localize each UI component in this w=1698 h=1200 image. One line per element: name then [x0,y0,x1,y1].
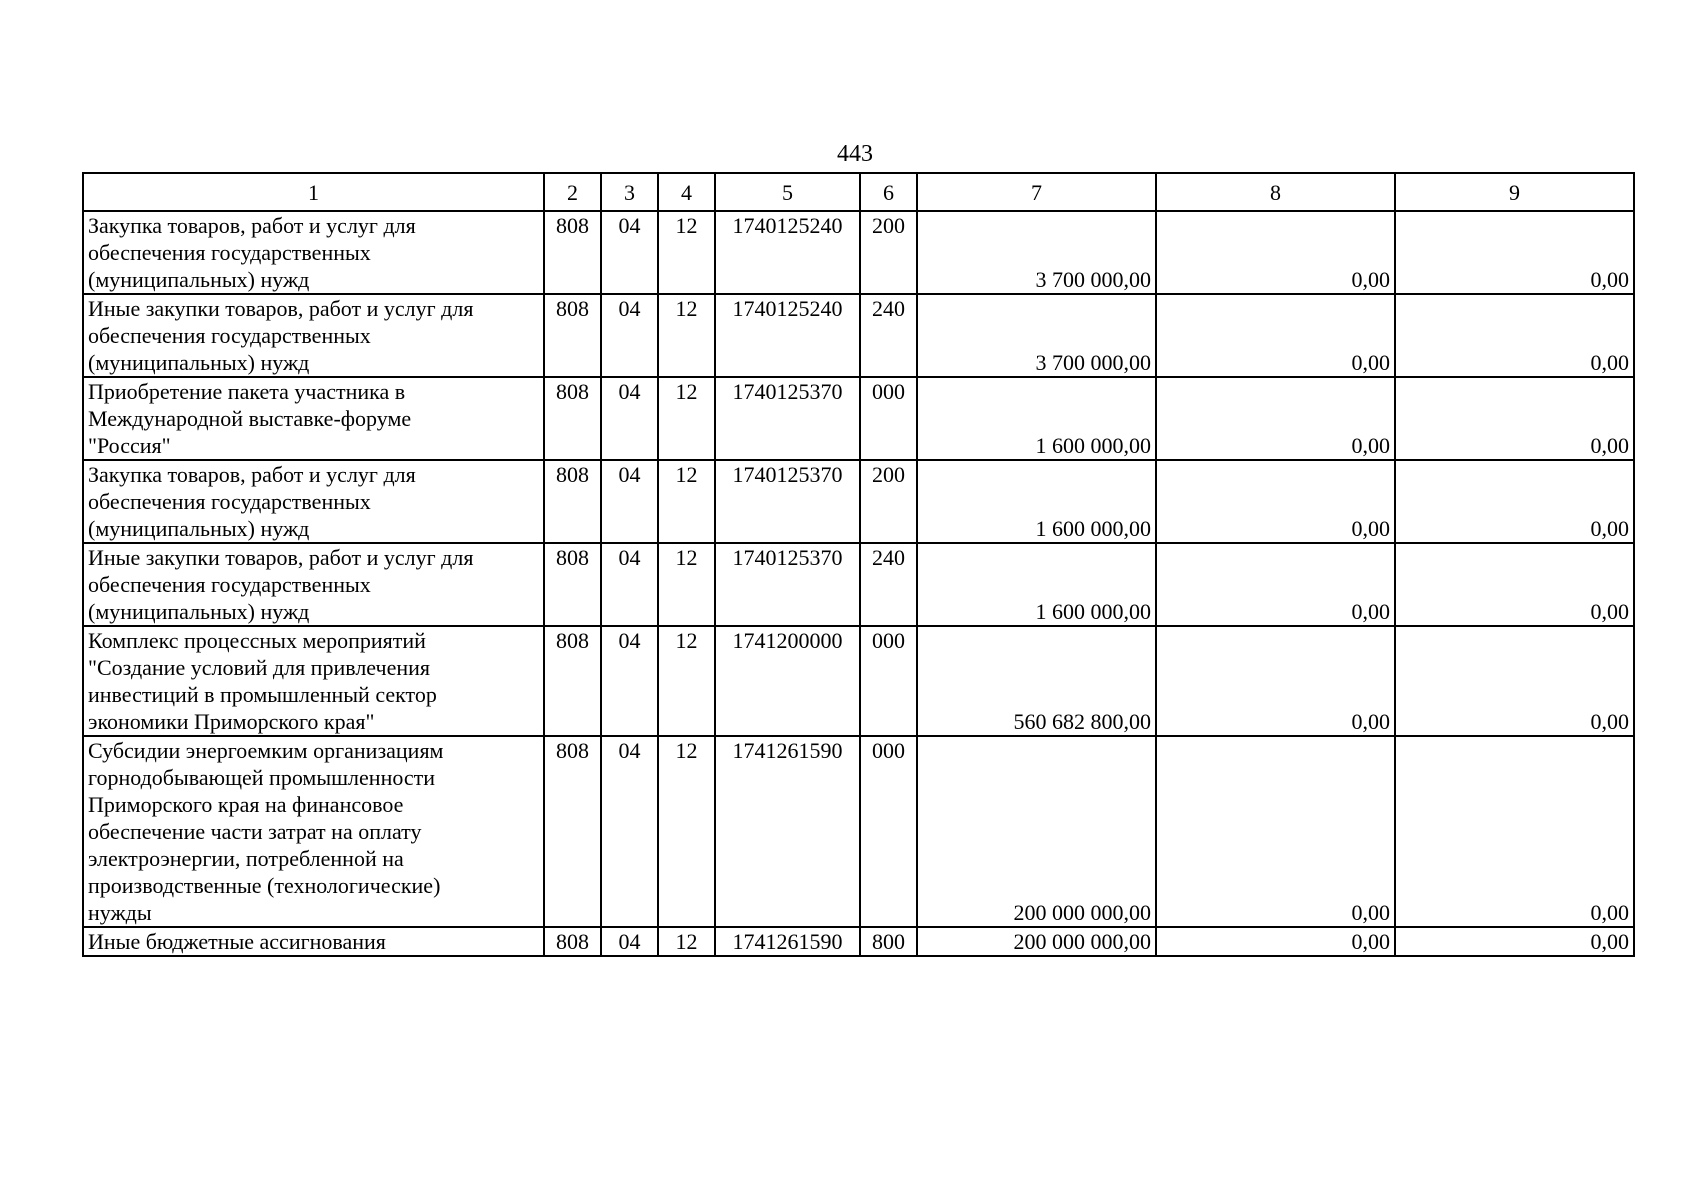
amount-cell-c7: 1 600 000,00 [917,543,1156,626]
table-row [83,377,1634,460]
row-name-line: обеспечения государственных [88,489,371,514]
code-cell-c2: 808 [544,543,601,626]
table-row [83,626,1634,736]
amount-cell-c9: 0,00 [1395,211,1634,294]
amount-cell-c9: 0,00 [1395,294,1634,377]
header-row [83,173,1634,211]
row-name-line: Иные закупки товаров, работ и услуг для [88,545,474,570]
amount-cell-c9: 0,00 [1395,626,1634,736]
row-name-line: электроэнергии, потребленной на [88,846,404,871]
code-cell-c2: 808 [544,460,601,543]
code-cell-c5: 1741200000 [715,626,860,736]
amount-cell-c8: 0,00 [1156,626,1395,736]
code-cell-c3: 04 [601,377,658,460]
row-name-line: Комплекс процессных мероприятий [88,628,426,653]
row-name-line: обеспечения государственных [88,240,371,265]
header-cell: 4 [658,173,715,211]
row-name-cell [83,736,544,927]
row-name-line: (муниципальных) нужд [88,516,310,541]
code-cell-c4: 12 [658,736,715,927]
code-cell-c6: 200 [860,211,917,294]
amount-cell-c9: 0,00 [1395,736,1634,927]
budget-table [82,172,1635,957]
amount-cell-c9: 0,00 [1395,543,1634,626]
amount-cell-c8: 0,00 [1156,377,1395,460]
code-cell-c4: 12 [658,211,715,294]
code-cell-c5: 1741261590 [715,927,860,956]
table-row [83,460,1634,543]
code-cell-c4: 12 [658,294,715,377]
code-cell-c6: 200 [860,460,917,543]
code-cell-c5: 1740125370 [715,460,860,543]
header-cell: 1 [83,173,544,211]
header-cell: 8 [1156,173,1395,211]
row-name-line: "Создание условий для привлечения [88,655,431,680]
amount-cell-c8: 0,00 [1156,927,1395,956]
code-cell-c4: 12 [658,927,715,956]
header-cell: 6 [860,173,917,211]
row-name-line: Международной выставке-форуме [88,406,412,431]
code-cell-c4: 12 [658,460,715,543]
amount-cell-c9: 0,00 [1395,377,1634,460]
row-name-cell [83,460,544,543]
header-cell: 9 [1395,173,1634,211]
amount-cell-c8: 0,00 [1156,460,1395,543]
code-cell-c2: 808 [544,626,601,736]
row-name-cell [83,626,544,736]
row-name-line: Иные закупки товаров, работ и услуг для [88,296,474,321]
amount-cell-c7: 560 682 800,00 [917,626,1156,736]
row-name-line: обеспечение части затрат на оплату [88,819,422,844]
code-cell-c6: 800 [860,927,917,956]
code-cell-c3: 04 [601,460,658,543]
row-name-cell [83,377,544,460]
code-cell-c4: 12 [658,543,715,626]
amount-cell-c8: 0,00 [1156,211,1395,294]
amount-cell-c7: 3 700 000,00 [917,211,1156,294]
code-cell-c5: 1740125370 [715,543,860,626]
row-name-cell [83,927,544,956]
code-cell-c3: 04 [601,626,658,736]
row-name-cell [83,211,544,294]
table-body [83,173,1634,956]
code-cell-c3: 04 [601,736,658,927]
row-name-line: экономики Приморского края" [88,709,375,734]
code-cell-c4: 12 [658,377,715,460]
row-name-line: горнодобывающей промышленности [88,765,436,790]
row-name-line: Приобретение пакета участника в [88,379,406,404]
amount-cell-c7: 1 600 000,00 [917,377,1156,460]
table-row [83,294,1634,377]
row-name-cell [83,294,544,377]
code-cell-c6: 240 [860,543,917,626]
amount-cell-c9: 0,00 [1395,927,1634,956]
code-cell-c2: 808 [544,294,601,377]
row-name-line: производственные (технологические) [88,873,441,898]
row-name-line: Закупка товаров, работ и услуг для [88,213,416,238]
row-name-line: "Россия" [88,433,171,458]
row-name-line: (муниципальных) нужд [88,599,310,624]
row-name-line: Приморского края на финансовое [88,792,404,817]
amount-cell-c8: 0,00 [1156,543,1395,626]
page-number: 443 [837,141,873,167]
table-row [83,211,1634,294]
table-row [83,543,1634,626]
row-name-line: Субсидии энергоемким организациям [88,738,444,763]
code-cell-c2: 808 [544,736,601,927]
row-name-line: Иные бюджетные ассигнования [88,929,386,954]
code-cell-c2: 808 [544,377,601,460]
code-cell-c6: 000 [860,626,917,736]
code-cell-c2: 808 [544,211,601,294]
table-row [83,736,1634,927]
header-cell: 7 [917,173,1156,211]
code-cell-c6: 000 [860,377,917,460]
header-cell: 5 [715,173,860,211]
code-cell-c3: 04 [601,543,658,626]
amount-cell-c9: 0,00 [1395,460,1634,543]
code-cell-c5: 1740125240 [715,211,860,294]
amount-cell-c7: 3 700 000,00 [917,294,1156,377]
amount-cell-c8: 0,00 [1156,294,1395,377]
amount-cell-c8: 0,00 [1156,736,1395,927]
header-cell: 3 [601,173,658,211]
row-name-line: обеспечения государственных [88,572,371,597]
code-cell-c5: 1741261590 [715,736,860,927]
code-cell-c6: 240 [860,294,917,377]
row-name-line: Закупка товаров, работ и услуг для [88,462,416,487]
code-cell-c3: 04 [601,211,658,294]
code-cell-c3: 04 [601,294,658,377]
code-cell-c4: 12 [658,626,715,736]
code-cell-c5: 1740125370 [715,377,860,460]
row-name-line: нужды [88,900,152,925]
row-name-line: (муниципальных) нужд [88,350,310,375]
amount-cell-c7: 200 000 000,00 [917,927,1156,956]
row-name-line: (муниципальных) нужд [88,267,310,292]
row-name-line: обеспечения государственных [88,323,371,348]
header-cell: 2 [544,173,601,211]
code-cell-c2: 808 [544,927,601,956]
row-name-cell [83,543,544,626]
amount-cell-c7: 200 000 000,00 [917,736,1156,927]
code-cell-c6: 000 [860,736,917,927]
code-cell-c5: 1740125240 [715,294,860,377]
amount-cell-c7: 1 600 000,00 [917,460,1156,543]
row-name-line: инвестиций в промышленный сектор [88,682,437,707]
table-row [83,927,1634,956]
code-cell-c3: 04 [601,927,658,956]
